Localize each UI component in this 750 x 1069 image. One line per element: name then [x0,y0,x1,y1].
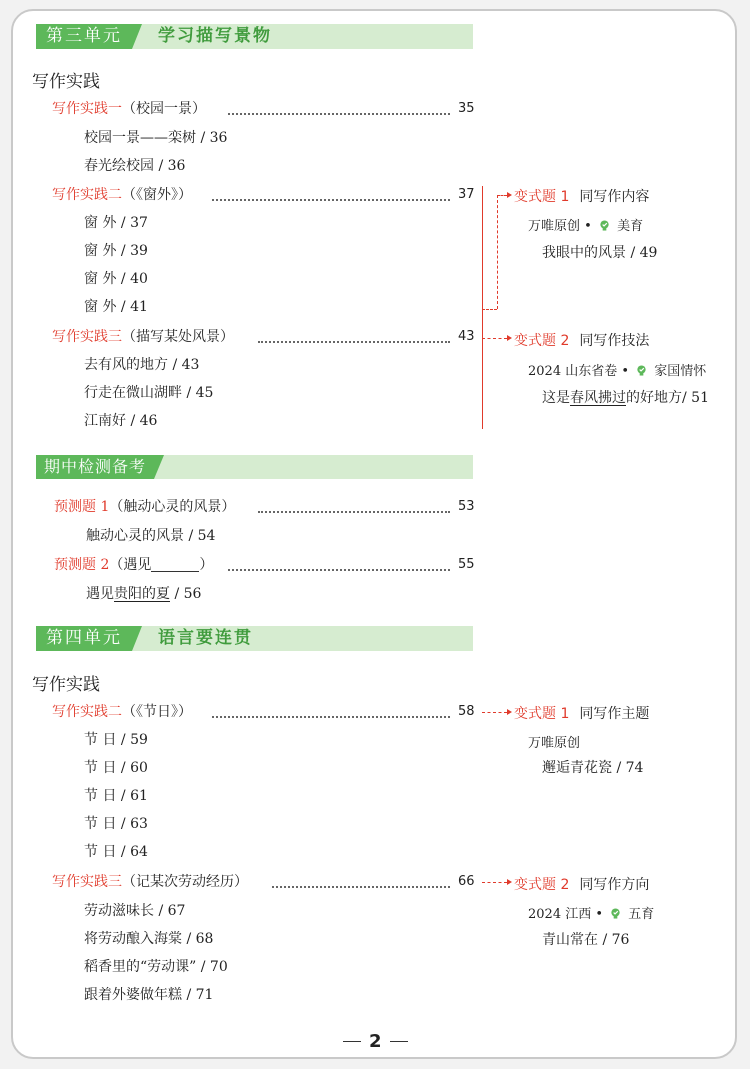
leader-dots [212,199,450,201]
footer-dash [390,1041,408,1042]
variant-essay[interactable] [542,389,709,407]
toc-sub-entry[interactable]: 窗 外 / 37 [84,215,148,231]
lightbulb-icon [599,220,610,231]
toc-entry-practice-1[interactable] [52,100,206,118]
page-number: 58 [458,704,475,719]
footer-page-number: 2 [369,1031,382,1052]
theme-label: 美育 [617,219,644,234]
page-number: 53 [458,499,475,514]
toc-sub-entry[interactable]: 稻香里的“劳动课” / 70 [84,959,228,975]
variant-tag: 变式题 1 [514,706,570,722]
source-label: 2024 山东省卷 [528,364,618,379]
source-label: 万唯原创 [528,219,581,234]
toc-entry-practice-3[interactable] [52,873,248,891]
page-footer [335,1031,416,1052]
toc-sub-entry[interactable]: 跟着外婆做年糕 / 71 [84,987,214,1003]
theme-label: 家国情怀 [654,364,707,379]
unit3-title: 学习描写景物 [158,26,272,46]
variant-tag: 变式题 1 [514,189,570,205]
unit3-number: 第三单元 [36,24,132,49]
variant-question-2[interactable] [514,874,649,894]
toc-sub-entry[interactable]: 窗 外 / 39 [84,243,148,259]
connector-line [482,882,507,883]
variant-essay[interactable]: 青山常在 / 76 [542,932,630,948]
connector-line [482,186,483,429]
source-label: 2024 江西 [528,907,592,922]
page-number: 35 [458,101,475,116]
toc-sub-entry[interactable]: 窗 外 / 40 [84,271,148,287]
entry-label: 写作实践二 [52,704,122,720]
entry-label: 写作实践一 [52,101,122,117]
connector-line [497,195,498,309]
fill-blank [151,557,199,572]
variant-question-1[interactable] [514,703,649,723]
page-number: 66 [458,874,475,889]
unit4-title: 语言要连贯 [158,628,253,648]
toc-sub-entry[interactable] [86,585,201,603]
toc-sub-entry[interactable]: 节 日 / 63 [84,816,148,832]
essay-text: 的好地方/ 51 [626,390,709,406]
toc-sub-entry[interactable]: 窗 外 / 41 [84,299,148,315]
lightbulb-icon [636,365,647,376]
entry-topic: （触动心灵的风景） [109,499,236,515]
entry-number: 1 [100,499,110,515]
unit4-banner [36,626,473,651]
section-heading: 写作实践 [32,72,100,92]
essay-text-underlined: 春风拂过 [570,390,626,406]
variant-desc: 同写作方向 [579,877,650,893]
connector-line [497,195,507,196]
leader-dots [258,511,450,513]
connector-line [482,309,497,310]
toc-sub-entry[interactable]: 节 日 / 61 [84,788,148,804]
arrow-icon [507,192,512,198]
variant-source: 万唯原创 [528,736,581,751]
leader-dots [272,886,450,888]
variant-essay[interactable]: 邂逅青花瓷 / 74 [542,760,644,776]
entry-topic: （描写某处风景） [122,329,234,345]
unit3-banner [36,24,473,49]
midterm-title: 期中检测备考 [36,455,154,479]
sub-text: / 56 [170,586,202,602]
leader-dots [228,569,450,571]
toc-sub-entry[interactable]: 将劳动酿入海棠 / 68 [84,931,214,947]
variant-tag: 变式题 2 [514,333,570,349]
variant-desc: 同写作主题 [579,706,650,722]
variant-tag: 变式题 2 [514,877,570,893]
entry-topic: （《窗外》） [122,187,192,203]
variant-source: 2024 江西 • 五育 [528,907,655,922]
page-number: 43 [458,329,475,344]
entry-label: 预测题 [54,499,96,515]
variant-essay[interactable]: 我眼中的风景 / 49 [542,245,658,261]
essay-text: 这是 [542,390,570,406]
entry-label: 写作实践二 [52,187,122,203]
unit4-number: 第四单元 [36,626,132,651]
arrow-icon [507,879,512,885]
variant-question-2[interactable] [514,330,649,350]
leader-dots [258,341,450,343]
variant-desc: 同写作技法 [579,333,650,349]
entry-topic: （校园一景） [122,101,206,117]
toc-entry-prediction-1[interactable] [54,498,235,516]
page-number: 37 [458,187,475,202]
toc-sub-entry[interactable]: 校园一景——栾树 / 36 [84,130,228,146]
toc-sub-entry[interactable]: 去有风的地方 / 43 [84,357,200,373]
entry-label: 写作实践三 [52,329,122,345]
toc-sub-entry[interactable]: 行走在微山湖畔 / 45 [84,385,214,401]
toc-sub-entry[interactable]: 江南好 / 46 [84,413,158,429]
entry-topic: （记某次劳动经历） [122,874,248,890]
theme-label: 五育 [628,907,655,922]
entry-topic: （《节日》） [122,704,192,720]
section-heading: 写作实践 [32,675,100,695]
page-number: 55 [458,557,475,572]
sub-text: 遇见 [86,586,114,602]
toc-entry-prediction-2[interactable] [54,556,213,574]
entry-label: 写作实践三 [52,874,122,890]
variant-source: 2024 山东省卷 • 家国情怀 [528,364,707,379]
variant-source: 万唯原创 • 美育 [528,219,644,234]
entry-topic-end: ） [199,557,214,573]
lightbulb-icon [610,908,621,919]
footer-dash [343,1041,361,1042]
leader-dots [228,113,450,115]
connector-line [482,338,507,339]
variant-desc: 同写作内容 [579,189,650,205]
toc-sub-entry[interactable]: 节 日 / 64 [84,844,148,860]
toc-sub-entry[interactable]: 节 日 / 60 [84,760,148,776]
toc-entry-practice-3[interactable] [52,328,234,346]
toc-entry-practice-2[interactable] [52,703,192,721]
toc-sub-entry[interactable]: 劳动滋味长 / 67 [84,903,186,919]
entry-topic: （遇见 [109,557,152,573]
arrow-icon [507,709,512,715]
arrow-icon [507,335,512,341]
toc-sub-entry[interactable]: 节 日 / 59 [84,732,148,748]
toc-sub-entry[interactable]: 触动心灵的风景 / 54 [86,528,216,544]
sub-text-underlined: 贵阳的夏 [114,586,170,602]
toc-sub-entry[interactable]: 春光绘校园 / 36 [84,158,186,174]
leader-dots [212,716,450,718]
midterm-banner [36,455,473,479]
connector-line [482,712,507,713]
entry-label: 预测题 [54,557,96,573]
variant-question-1[interactable] [514,186,649,206]
entry-number: 2 [100,557,110,573]
toc-entry-practice-2[interactable] [52,186,192,204]
